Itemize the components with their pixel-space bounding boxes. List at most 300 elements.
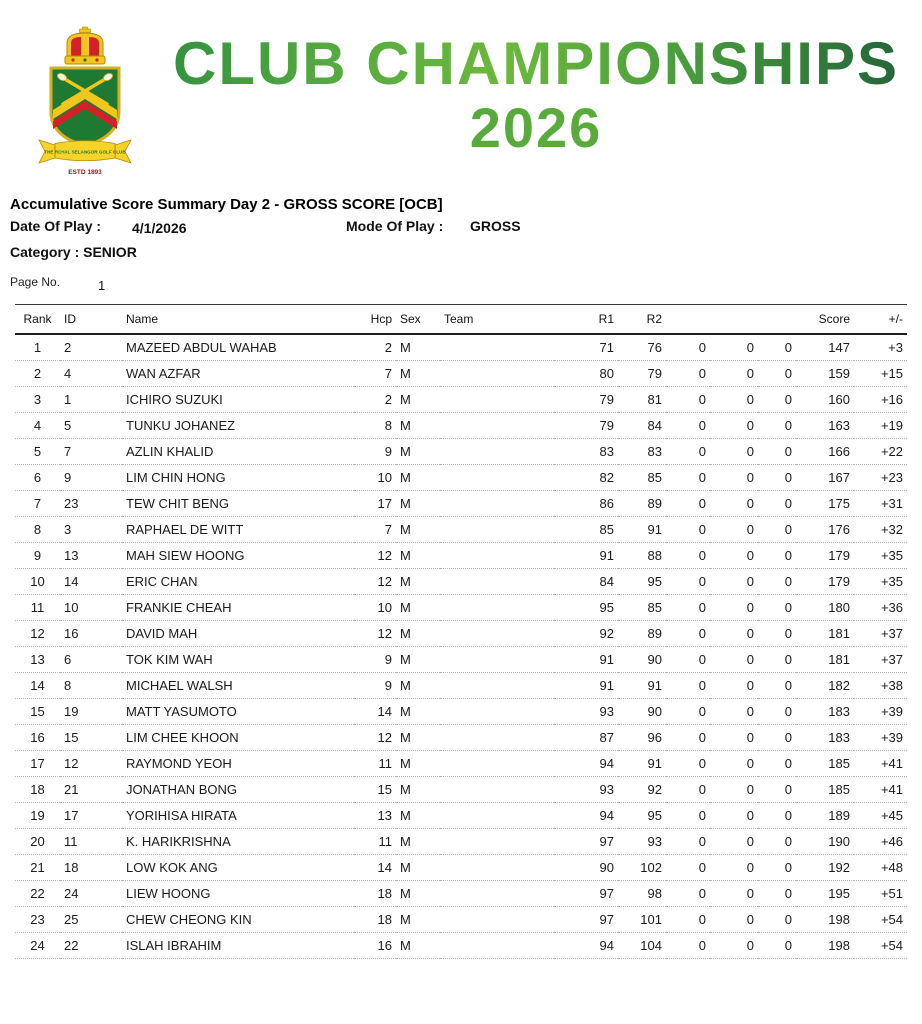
cell-pm: +36 xyxy=(854,595,907,621)
cell-z1: 0 xyxy=(666,361,710,387)
cell-z1: 0 xyxy=(666,855,710,881)
cell-name: YORIHISA HIRATA xyxy=(122,803,354,829)
cell-rank: 11 xyxy=(15,595,60,621)
cell-score: 175 xyxy=(796,491,854,517)
cell-score: 180 xyxy=(796,595,854,621)
cell-pm: +41 xyxy=(854,751,907,777)
cell-id: 24 xyxy=(60,881,122,907)
cell-sex: M xyxy=(396,595,440,621)
cell-r1: 82 xyxy=(554,465,618,491)
cell-hcp: 12 xyxy=(354,569,396,595)
cell-rank: 1 xyxy=(15,334,60,361)
cell-pm: +35 xyxy=(854,569,907,595)
cell-z1: 0 xyxy=(666,673,710,699)
cell-rank: 9 xyxy=(15,543,60,569)
cell-rank: 7 xyxy=(15,491,60,517)
cell-score: 181 xyxy=(796,647,854,673)
cell-pm: +48 xyxy=(854,855,907,881)
cell-sex: M xyxy=(396,725,440,751)
cell-hcp: 7 xyxy=(354,517,396,543)
cell-z3: 0 xyxy=(758,491,796,517)
cell-z2: 0 xyxy=(710,595,758,621)
cell-rank: 14 xyxy=(15,673,60,699)
cell-id: 16 xyxy=(60,621,122,647)
cell-z3: 0 xyxy=(758,803,796,829)
cell-sex: M xyxy=(396,777,440,803)
col-header-hcp: Hcp xyxy=(354,305,396,335)
cell-r2: 95 xyxy=(618,803,666,829)
cell-score: 179 xyxy=(796,569,854,595)
cell-r2: 85 xyxy=(618,465,666,491)
cell-z2: 0 xyxy=(710,933,758,959)
cell-z2: 0 xyxy=(710,465,758,491)
cell-r2: 83 xyxy=(618,439,666,465)
cell-r1: 79 xyxy=(554,413,618,439)
cell-hcp: 16 xyxy=(354,933,396,959)
cell-team xyxy=(440,855,554,881)
cell-id: 14 xyxy=(60,569,122,595)
cell-hcp: 13 xyxy=(354,803,396,829)
cell-id: 5 xyxy=(60,413,122,439)
cell-name: LIEW HOONG xyxy=(122,881,354,907)
cell-z2: 0 xyxy=(710,439,758,465)
cell-name: ISLAH IBRAHIM xyxy=(122,933,354,959)
cell-z2: 0 xyxy=(710,413,758,439)
cell-z3: 0 xyxy=(758,907,796,933)
page-no-value: 1 xyxy=(98,278,106,293)
cell-z2: 0 xyxy=(710,361,758,387)
table-row xyxy=(15,907,907,933)
cell-z1: 0 xyxy=(666,439,710,465)
cell-r2: 98 xyxy=(618,881,666,907)
cell-r2: 96 xyxy=(618,725,666,751)
cell-r2: 92 xyxy=(618,777,666,803)
cell-pm: +38 xyxy=(854,673,907,699)
cell-rank: 12 xyxy=(15,621,60,647)
cell-z2: 0 xyxy=(710,647,758,673)
cell-id: 9 xyxy=(60,465,122,491)
cell-score: 166 xyxy=(796,439,854,465)
cell-r1: 94 xyxy=(554,933,618,959)
cell-z3: 0 xyxy=(758,751,796,777)
cell-z1: 0 xyxy=(666,907,710,933)
col-header-plusminus: +/- xyxy=(854,305,907,335)
cell-pm: +51 xyxy=(854,881,907,907)
cell-hcp: 14 xyxy=(354,699,396,725)
cell-sex: M xyxy=(396,855,440,881)
cell-score: 185 xyxy=(796,777,854,803)
cell-hcp: 11 xyxy=(354,829,396,855)
cell-pm: +23 xyxy=(854,465,907,491)
table-row xyxy=(15,517,907,543)
cell-rank: 13 xyxy=(15,647,60,673)
cell-hcp: 12 xyxy=(354,621,396,647)
cell-name: JONATHAN BONG xyxy=(122,777,354,803)
cell-score: 198 xyxy=(796,933,854,959)
cell-id: 13 xyxy=(60,543,122,569)
category-label: Category : SENIOR xyxy=(10,244,137,260)
date-of-play-value: 4/1/2026 xyxy=(132,220,187,236)
cell-name: TUNKU JOHANEZ xyxy=(122,413,354,439)
cell-z2: 0 xyxy=(710,803,758,829)
cell-id: 23 xyxy=(60,491,122,517)
cell-z3: 0 xyxy=(758,699,796,725)
shield-crossed-golf-clubs-icon xyxy=(51,68,119,146)
cell-hcp: 7 xyxy=(354,361,396,387)
cell-z1: 0 xyxy=(666,699,710,725)
col-header-rank: Rank xyxy=(15,305,60,335)
report-heading: Accumulative Score Summary Day 2 - GROSS SCORE [OCB] xyxy=(10,196,443,213)
cell-hcp: 14 xyxy=(354,855,396,881)
ribbon-banner xyxy=(39,140,131,163)
cell-name: DAVID MAH xyxy=(122,621,354,647)
cell-hcp: 10 xyxy=(354,465,396,491)
cell-score: 167 xyxy=(796,465,854,491)
col-header-name: Name xyxy=(122,305,354,335)
ribbon-text: THE ROYAL SELANGOR GOLF CLUB xyxy=(44,149,126,155)
cell-z2: 0 xyxy=(710,725,758,751)
cell-rank: 6 xyxy=(15,465,60,491)
cell-r2: 95 xyxy=(618,569,666,595)
cell-name: K. HARIKRISHNA xyxy=(122,829,354,855)
estd-text: ESTD 1893 xyxy=(68,169,102,176)
cell-hcp: 9 xyxy=(354,439,396,465)
cell-pm: +35 xyxy=(854,543,907,569)
table-row xyxy=(15,413,907,439)
cell-team xyxy=(440,673,554,699)
cell-team xyxy=(440,334,554,361)
col-header-id: ID xyxy=(60,305,122,335)
cell-score: 181 xyxy=(796,621,854,647)
cell-name: TOK KIM WAH xyxy=(122,647,354,673)
cell-z3: 0 xyxy=(758,621,796,647)
cell-pm: +19 xyxy=(854,413,907,439)
cell-sex: M xyxy=(396,673,440,699)
crown-icon xyxy=(65,27,105,64)
cell-pm: +3 xyxy=(854,334,907,361)
cell-r2: 101 xyxy=(618,907,666,933)
cell-r1: 83 xyxy=(554,439,618,465)
cell-score: 147 xyxy=(796,334,854,361)
cell-z2: 0 xyxy=(710,569,758,595)
cell-id: 11 xyxy=(60,829,122,855)
cell-id: 8 xyxy=(60,673,122,699)
cell-name: FRANKIE CHEAH xyxy=(122,595,354,621)
table-row xyxy=(15,621,907,647)
cell-sex: M xyxy=(396,465,440,491)
cell-r1: 84 xyxy=(554,569,618,595)
cell-rank: 23 xyxy=(15,907,60,933)
cell-name: WAN AZFAR xyxy=(122,361,354,387)
cell-hcp: 2 xyxy=(354,334,396,361)
cell-team xyxy=(440,465,554,491)
table-row xyxy=(15,725,907,751)
cell-r1: 93 xyxy=(554,777,618,803)
table-row xyxy=(15,439,907,465)
col-header-team: Team xyxy=(440,305,554,335)
table-row xyxy=(15,751,907,777)
cell-id: 10 xyxy=(60,595,122,621)
cell-z1: 0 xyxy=(666,517,710,543)
cell-z3: 0 xyxy=(758,881,796,907)
cell-r1: 79 xyxy=(554,387,618,413)
cell-team xyxy=(440,413,554,439)
cell-pm: +39 xyxy=(854,699,907,725)
cell-z3: 0 xyxy=(758,465,796,491)
cell-sex: M xyxy=(396,387,440,413)
cell-rank: 20 xyxy=(15,829,60,855)
cell-r1: 97 xyxy=(554,829,618,855)
cell-hcp: 10 xyxy=(354,595,396,621)
date-of-play-label: Date Of Play : xyxy=(10,218,102,234)
cell-z3: 0 xyxy=(758,725,796,751)
cell-hcp: 15 xyxy=(354,777,396,803)
cell-team xyxy=(440,907,554,933)
cell-hcp: 9 xyxy=(354,673,396,699)
cell-sex: M xyxy=(396,517,440,543)
table-row xyxy=(15,933,907,959)
cell-rank: 16 xyxy=(15,725,60,751)
cell-z1: 0 xyxy=(666,725,710,751)
cell-name: MATT YASUMOTO xyxy=(122,699,354,725)
cell-z3: 0 xyxy=(758,647,796,673)
cell-r2: 89 xyxy=(618,621,666,647)
cell-r1: 91 xyxy=(554,647,618,673)
cell-r2: 93 xyxy=(618,829,666,855)
cell-id: 15 xyxy=(60,725,122,751)
cell-z2: 0 xyxy=(710,777,758,803)
cell-hcp: 9 xyxy=(354,647,396,673)
cell-pm: +15 xyxy=(854,361,907,387)
cell-pm: +37 xyxy=(854,621,907,647)
cell-r1: 95 xyxy=(554,595,618,621)
cell-rank: 4 xyxy=(15,413,60,439)
cell-id: 25 xyxy=(60,907,122,933)
cell-score: 160 xyxy=(796,387,854,413)
cell-rank: 5 xyxy=(15,439,60,465)
cell-id: 17 xyxy=(60,803,122,829)
col-header-sex: Sex xyxy=(396,305,440,335)
cell-pm: +22 xyxy=(854,439,907,465)
cell-z3: 0 xyxy=(758,413,796,439)
table-row xyxy=(15,465,907,491)
cell-team xyxy=(440,829,554,855)
date-mode-row xyxy=(10,218,912,239)
cell-z3: 0 xyxy=(758,829,796,855)
cell-name: MICHAEL WALSH xyxy=(122,673,354,699)
cell-sex: M xyxy=(396,543,440,569)
cell-r1: 80 xyxy=(554,361,618,387)
cell-name: RAPHAEL DE WITT xyxy=(122,517,354,543)
table-row xyxy=(15,647,907,673)
cell-name: ICHIRO SUZUKI xyxy=(122,387,354,413)
cell-team xyxy=(440,543,554,569)
cell-id: 6 xyxy=(60,647,122,673)
cell-r2: 85 xyxy=(618,595,666,621)
cell-z3: 0 xyxy=(758,439,796,465)
cell-id: 2 xyxy=(60,334,122,361)
cell-sex: M xyxy=(396,751,440,777)
cell-name: RAYMOND YEOH xyxy=(122,751,354,777)
cell-score: 190 xyxy=(796,829,854,855)
cell-id: 22 xyxy=(60,933,122,959)
cell-name: LIM CHIN HONG xyxy=(122,465,354,491)
table-row xyxy=(15,543,907,569)
cell-name: MAZEED ABDUL WAHAB xyxy=(122,334,354,361)
cell-z1: 0 xyxy=(666,413,710,439)
cell-z2: 0 xyxy=(710,751,758,777)
cell-rank: 24 xyxy=(15,933,60,959)
cell-r2: 91 xyxy=(618,673,666,699)
cell-sex: M xyxy=(396,803,440,829)
cell-z3: 0 xyxy=(758,595,796,621)
cell-r1: 92 xyxy=(554,621,618,647)
cell-sex: M xyxy=(396,569,440,595)
report-meta xyxy=(10,196,912,293)
cell-sex: M xyxy=(396,361,440,387)
cell-pm: +54 xyxy=(854,933,907,959)
cell-rank: 21 xyxy=(15,855,60,881)
cell-r2: 102 xyxy=(618,855,666,881)
cell-hcp: 17 xyxy=(354,491,396,517)
cell-id: 7 xyxy=(60,439,122,465)
cell-rank: 18 xyxy=(15,777,60,803)
cell-score: 183 xyxy=(796,699,854,725)
cell-team xyxy=(440,803,554,829)
cell-rank: 19 xyxy=(15,803,60,829)
cell-hcp: 18 xyxy=(354,907,396,933)
table-row xyxy=(15,387,907,413)
cell-sex: M xyxy=(396,491,440,517)
cell-r2: 76 xyxy=(618,334,666,361)
table-row xyxy=(15,491,907,517)
cell-r2: 84 xyxy=(618,413,666,439)
cell-z3: 0 xyxy=(758,543,796,569)
cell-pm: +41 xyxy=(854,777,907,803)
cell-z3: 0 xyxy=(758,673,796,699)
score-table xyxy=(15,304,907,959)
cell-r1: 94 xyxy=(554,803,618,829)
cell-rank: 22 xyxy=(15,881,60,907)
cell-hcp: 2 xyxy=(354,387,396,413)
cell-pm: +37 xyxy=(854,647,907,673)
cell-team xyxy=(440,569,554,595)
cell-score: 183 xyxy=(796,725,854,751)
cell-sex: M xyxy=(396,621,440,647)
cell-r1: 71 xyxy=(554,334,618,361)
cell-team xyxy=(440,725,554,751)
cell-z3: 0 xyxy=(758,387,796,413)
col-header-r3 xyxy=(666,305,710,335)
cell-hcp: 12 xyxy=(354,725,396,751)
cell-z1: 0 xyxy=(666,777,710,803)
col-header-r4 xyxy=(710,305,758,335)
cell-hcp: 12 xyxy=(354,543,396,569)
cell-z2: 0 xyxy=(710,517,758,543)
cell-r2: 79 xyxy=(618,361,666,387)
cell-rank: 10 xyxy=(15,569,60,595)
cell-score: 185 xyxy=(796,751,854,777)
cell-r1: 97 xyxy=(554,907,618,933)
col-header-score: Score xyxy=(796,305,854,335)
cell-z3: 0 xyxy=(758,933,796,959)
cell-z2: 0 xyxy=(710,855,758,881)
cell-team xyxy=(440,699,554,725)
cell-team xyxy=(440,647,554,673)
cell-rank: 2 xyxy=(15,361,60,387)
cell-score: 159 xyxy=(796,361,854,387)
cell-z1: 0 xyxy=(666,491,710,517)
cell-z1: 0 xyxy=(666,543,710,569)
cell-pm: +32 xyxy=(854,517,907,543)
mode-of-play-value: GROSS xyxy=(470,218,521,234)
cell-z2: 0 xyxy=(710,621,758,647)
cell-score: 198 xyxy=(796,907,854,933)
table-header-row xyxy=(15,305,907,335)
cell-z1: 0 xyxy=(666,387,710,413)
cell-r2: 91 xyxy=(618,751,666,777)
cell-sex: M xyxy=(396,881,440,907)
cell-team xyxy=(440,881,554,907)
cell-id: 12 xyxy=(60,751,122,777)
cell-name: AZLIN KHALID xyxy=(122,439,354,465)
cell-z2: 0 xyxy=(710,334,758,361)
cell-pm: +31 xyxy=(854,491,907,517)
cell-sex: M xyxy=(396,439,440,465)
cell-z2: 0 xyxy=(710,543,758,569)
col-header-r2: R2 xyxy=(618,305,666,335)
cell-sex: M xyxy=(396,933,440,959)
event-title-block xyxy=(150,30,922,159)
cell-z2: 0 xyxy=(710,387,758,413)
col-header-r5 xyxy=(758,305,796,335)
cell-z2: 0 xyxy=(710,699,758,725)
cell-pm: +45 xyxy=(854,803,907,829)
cell-z1: 0 xyxy=(666,334,710,361)
cell-z1: 0 xyxy=(666,621,710,647)
cell-z1: 0 xyxy=(666,803,710,829)
col-header-r1: R1 xyxy=(554,305,618,335)
cell-team xyxy=(440,517,554,543)
cell-r2: 89 xyxy=(618,491,666,517)
cell-r1: 94 xyxy=(554,751,618,777)
table-row xyxy=(15,803,907,829)
cell-score: 182 xyxy=(796,673,854,699)
cell-team xyxy=(440,933,554,959)
cell-id: 4 xyxy=(60,361,122,387)
cell-score: 189 xyxy=(796,803,854,829)
cell-team xyxy=(440,621,554,647)
cell-id: 1 xyxy=(60,387,122,413)
cell-z2: 0 xyxy=(710,907,758,933)
cell-team xyxy=(440,387,554,413)
cell-rank: 17 xyxy=(15,751,60,777)
cell-z1: 0 xyxy=(666,595,710,621)
cell-z1: 0 xyxy=(666,647,710,673)
cell-z2: 0 xyxy=(710,881,758,907)
table-body xyxy=(15,334,907,959)
cell-z3: 0 xyxy=(758,777,796,803)
club-crest-icon xyxy=(24,26,146,178)
report-header xyxy=(0,0,922,192)
cell-z2: 0 xyxy=(710,673,758,699)
cell-r1: 85 xyxy=(554,517,618,543)
cell-z1: 0 xyxy=(666,465,710,491)
cell-pm: +54 xyxy=(854,907,907,933)
event-title: CLUB CHAMPIONSHIPS xyxy=(150,34,922,94)
cell-z3: 0 xyxy=(758,569,796,595)
cell-sex: M xyxy=(396,647,440,673)
